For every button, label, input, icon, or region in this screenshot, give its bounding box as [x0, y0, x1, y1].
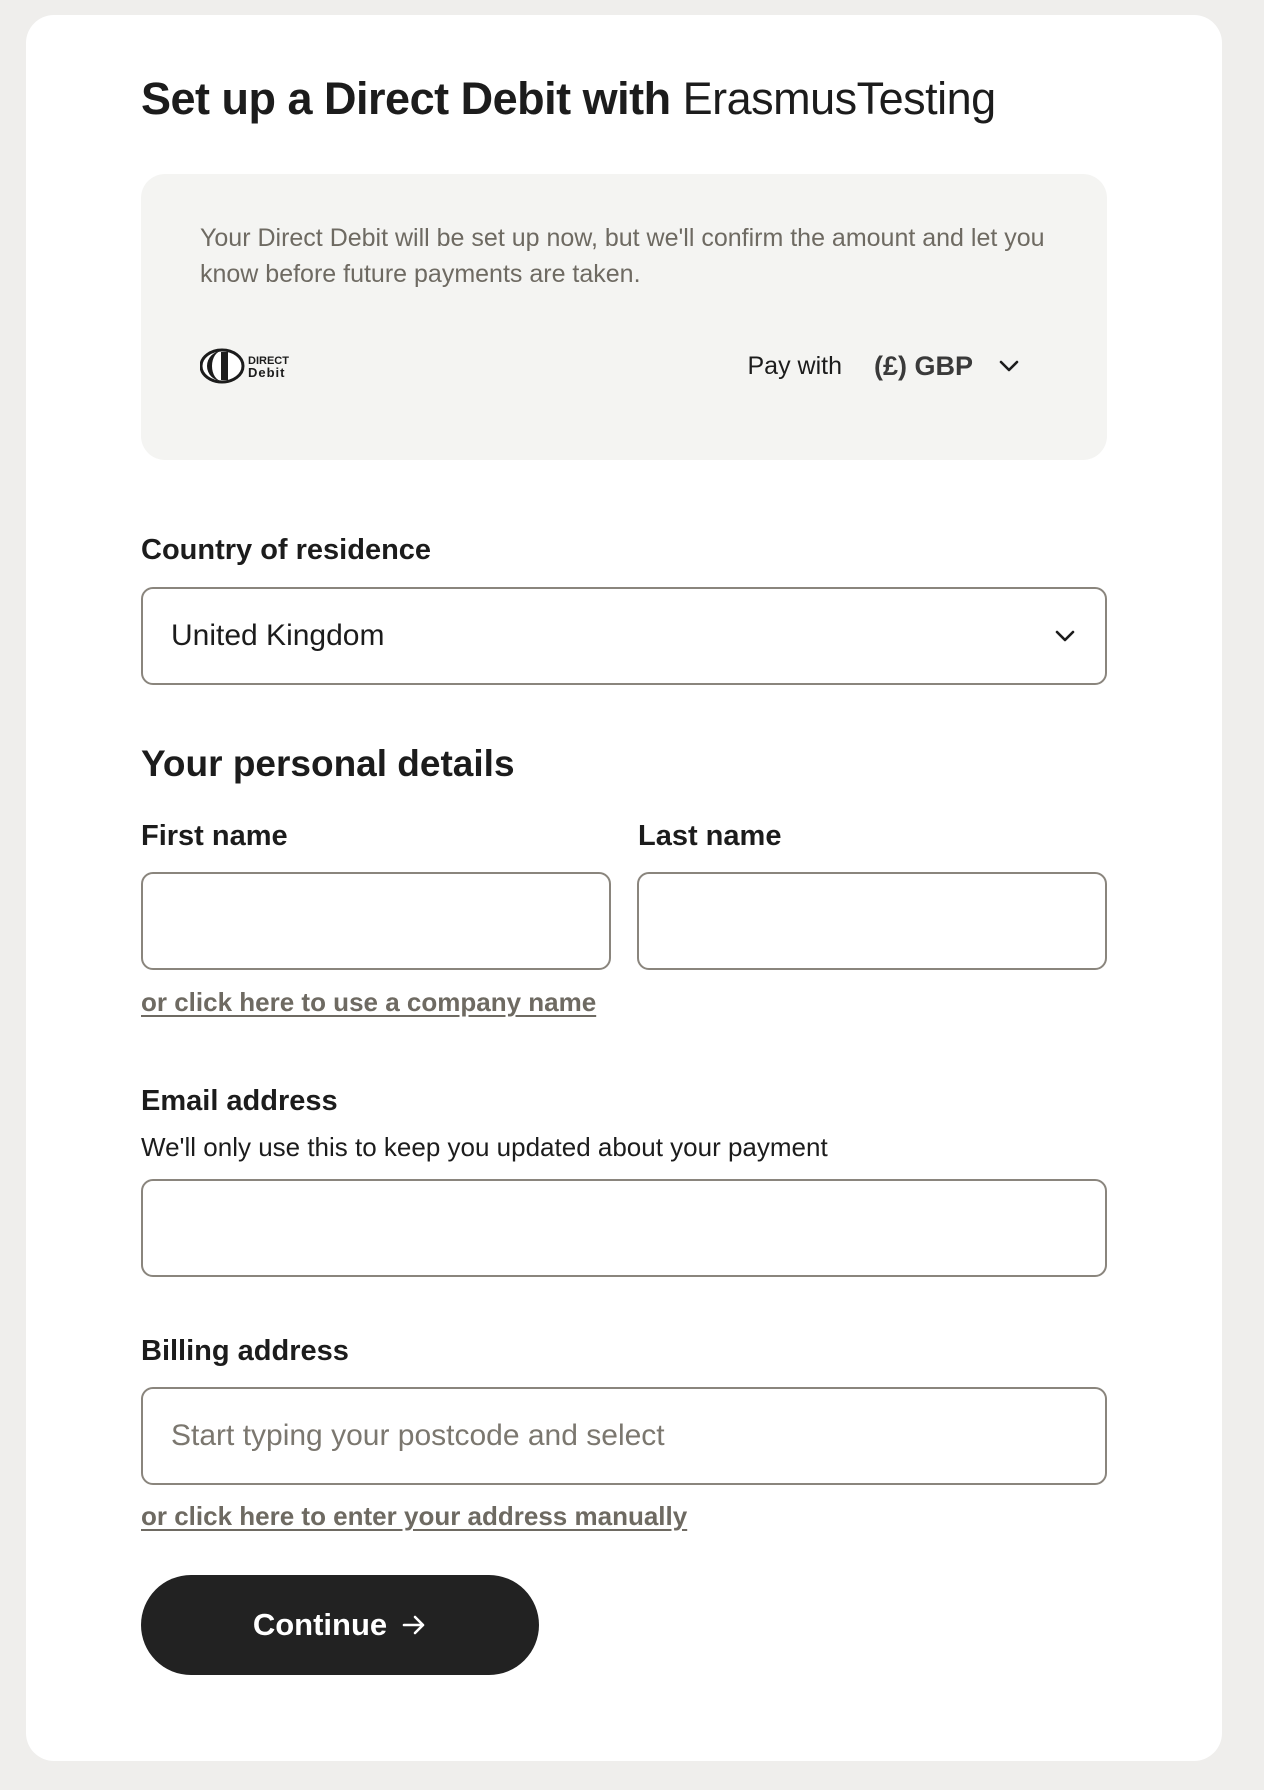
email-input[interactable] — [143, 1181, 1105, 1275]
merchant-name: ErasmusTesting — [682, 73, 996, 124]
manual-address-link[interactable]: or click here to enter your address manually — [141, 1501, 688, 1531]
country-label: Country of residence — [141, 534, 432, 566]
pay-with-label: Pay with — [747, 351, 842, 380]
dd-logo-text-bottom: Debit — [248, 365, 286, 380]
first-name-field[interactable] — [141, 872, 611, 970]
use-company-name-link[interactable]: or click here to use a company name — [141, 987, 597, 1017]
currency-value[interactable]: (£) GBP — [873, 350, 973, 381]
first-name-label: First name — [141, 820, 288, 852]
page-title-prefix: Set up a Direct Debit with — [141, 73, 671, 124]
email-field[interactable] — [141, 1179, 1107, 1277]
chevron-down-icon — [1053, 624, 1077, 648]
email-hint: We'll only use this to keep you updated about your payment — [141, 1132, 828, 1162]
personal-details-heading: Your personal details — [141, 743, 515, 784]
country-select[interactable] — [141, 587, 1107, 685]
billing-address-input[interactable] — [143, 1389, 1105, 1483]
chevron-down-icon[interactable] — [997, 354, 1021, 378]
info-box — [141, 174, 1107, 460]
continue-label: Continue — [252, 1607, 388, 1642]
email-label: Email address — [141, 1085, 338, 1117]
currency-selector[interactable] — [748, 348, 1022, 384]
last-name-input[interactable] — [639, 874, 1105, 968]
arrow-right-icon — [401, 1612, 427, 1638]
direct-debit-logo-icon — [200, 348, 310, 384]
country-value: United Kingdom — [171, 619, 385, 652]
billing-address-field[interactable] — [141, 1387, 1107, 1485]
billing-address-label: Billing address — [141, 1335, 349, 1367]
dd-logo-text-top: DIRECT — [248, 355, 289, 367]
payment-card — [26, 15, 1222, 1761]
page-title — [141, 73, 996, 125]
last-name-label: Last name — [638, 820, 782, 852]
first-name-input[interactable] — [143, 874, 609, 968]
continue-button[interactable] — [141, 1575, 539, 1675]
info-message: Your Direct Debit will be set up now, but we'll confirm the amount and let you know before future payments are taken. — [200, 224, 1045, 288]
last-name-field[interactable] — [637, 872, 1107, 970]
